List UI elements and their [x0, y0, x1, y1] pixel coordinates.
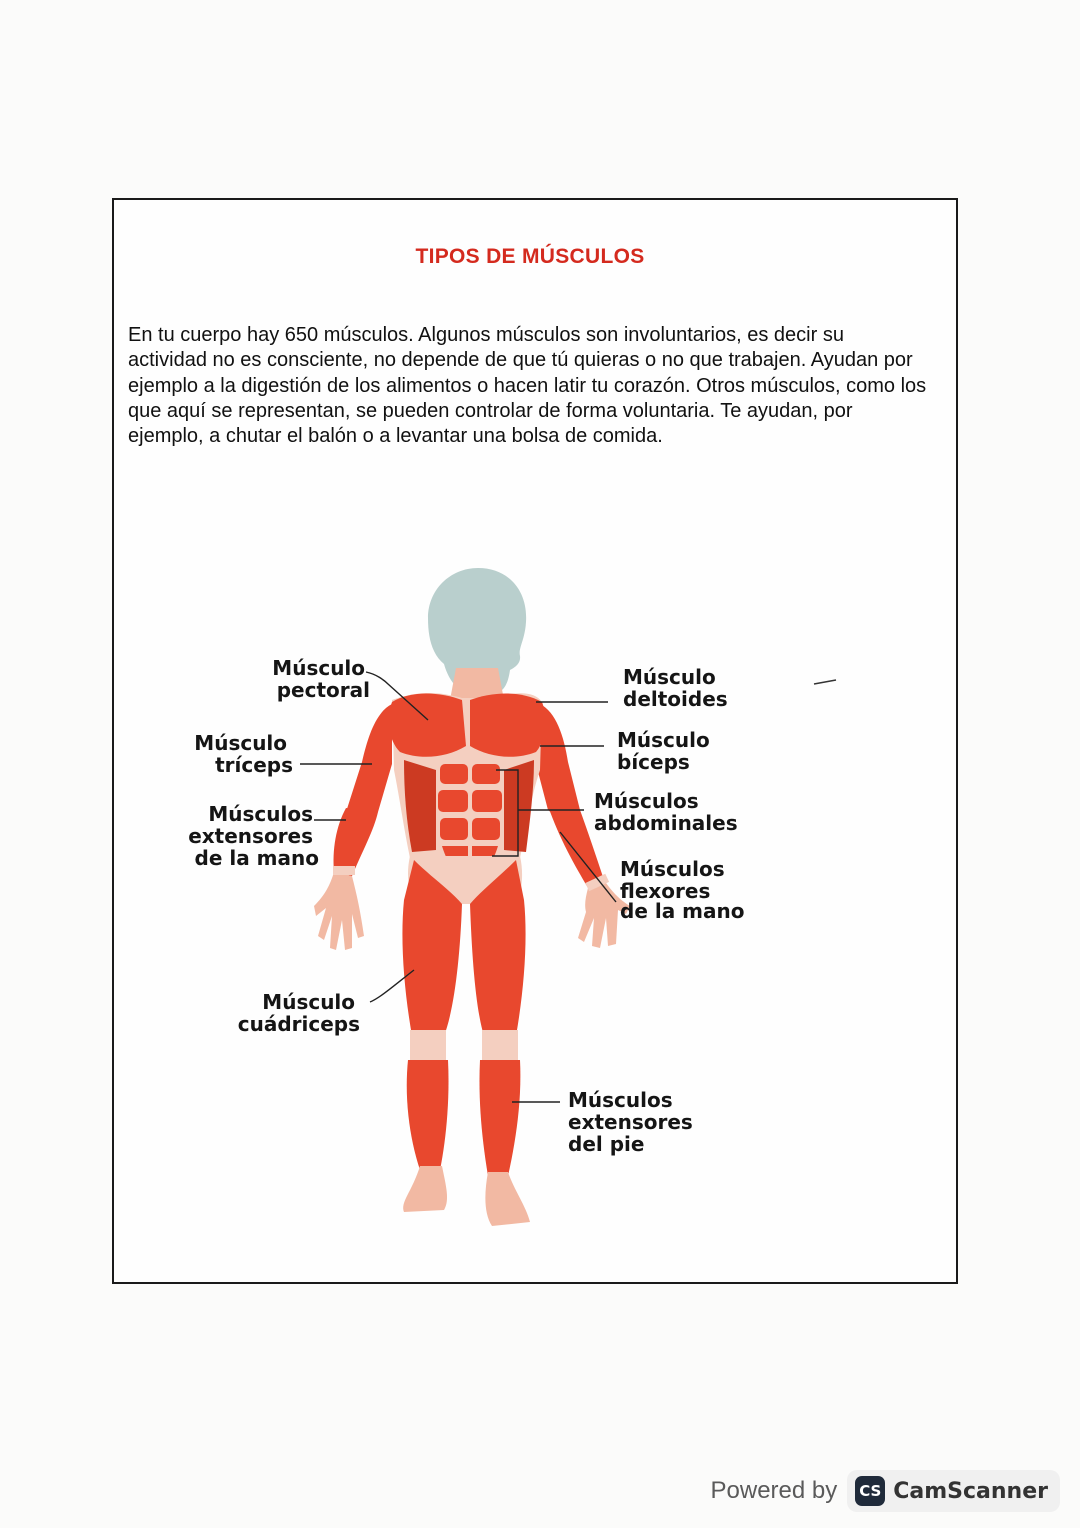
powered-by-text: Powered by: [710, 1477, 838, 1504]
left-pectoral: [389, 694, 466, 757]
label-extensores-pie: Músculos extensores del pie: [568, 1088, 693, 1156]
left-wrist-band: [333, 866, 355, 875]
camscanner-logo-icon: CS: [855, 1476, 885, 1506]
footer-watermark: [711, 1470, 1061, 1512]
left-foot: [403, 1166, 447, 1212]
label-flexores-mano: Músculos flexores de la mano: [620, 857, 745, 923]
right-shin: [479, 1060, 520, 1176]
left-shin: [407, 1060, 449, 1170]
intro-paragraph: En tu cuerpo hay 650 músculos. Algunos músculos son involuntarios, es decir su actividad no es consciente, no depende de que tú quieras o no que trabajen. Ayudan por ejemplo a la digestión de los alimentos o hacen latir tu corazón. Otros músculos, como los que aquí se representan, se pueden controlar de forma voluntaria. Te ayudan, por ejemplo, a chutar el balón o a levantar una bolsa de comida.: [128, 324, 927, 448]
camscanner-brand: CamScanner: [893, 1478, 1048, 1504]
camscanner-badge: [847, 1470, 1060, 1512]
right-knee: [482, 1030, 518, 1062]
label-pectoral: Músculo pectoral: [272, 656, 370, 702]
left-forearm: [334, 808, 379, 876]
left-upper-arm: [346, 704, 392, 817]
label-extensores-mano: Músculos extensores de la mano: [188, 802, 319, 870]
label-deltoides: Músculo deltoides: [623, 665, 728, 711]
right-oblique: [504, 760, 534, 852]
label-triceps: Músculo tríceps: [194, 731, 293, 777]
right-foot: [485, 1172, 530, 1226]
right-pectoral: [470, 694, 545, 757]
left-knee: [410, 1030, 446, 1062]
scan-mark: [814, 680, 836, 684]
label-biceps: Músculo bíceps: [617, 728, 710, 774]
label-cuadriceps: Músculo cuádriceps: [237, 990, 360, 1036]
page-title: TIPOS DE MÚSCULOS: [415, 245, 645, 268]
label-abdominales: Músculos abdominales: [594, 789, 738, 835]
left-hand: [314, 872, 364, 950]
